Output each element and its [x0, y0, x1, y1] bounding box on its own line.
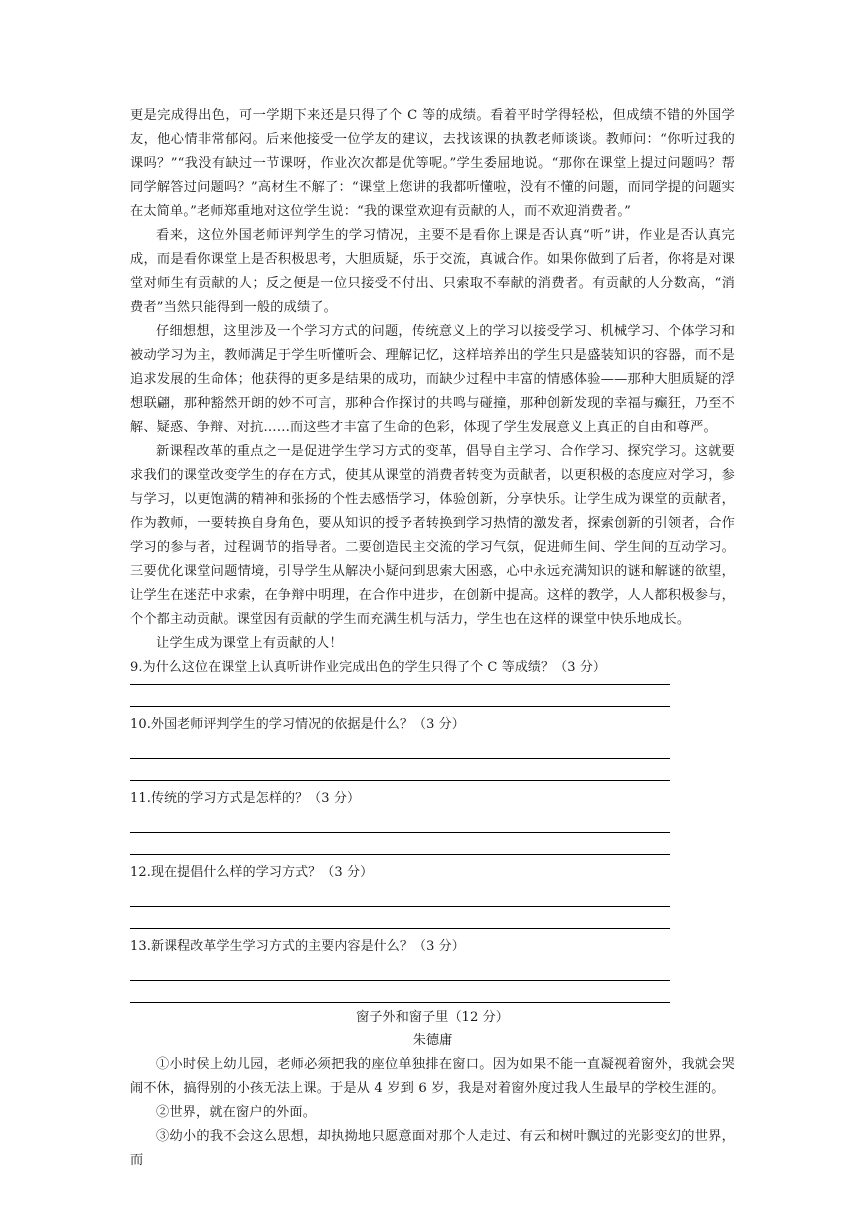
article-paragraph-1: ①小时侯上幼儿园，老师必须把我的座位单独排在窗口。因为如果不能一直凝视着窗外，我就会哭闹不休，搞得别的小孩无法上课。于是从 4 岁到 6 岁，我是对着窗外度过我人生最早的学校生涯的。	[130, 1057, 735, 1096]
question-13	[130, 935, 735, 1003]
question-list	[130, 656, 735, 1003]
reading-passage	[130, 104, 735, 656]
answer-line[interactable]	[130, 758, 670, 759]
question-11	[130, 787, 735, 855]
question-10	[130, 713, 735, 781]
article-paragraph-2: ②世界，就在窗户的外面。	[156, 1105, 317, 1120]
answer-line[interactable]	[130, 980, 670, 981]
answer-line[interactable]	[130, 832, 670, 833]
answer-line[interactable]	[130, 854, 670, 855]
passage-paragraph-1: 更是完成得出色，可一学期下来还是只得了个 C 等的成绩。看着平时学得轻松，但成绩不错的外国学友，他心情非常郁闷。后来他接受一位学友的建议，去找该课的执教老师谈谈。教师问：“你听过我的课吗？”“我没有缺过一节课呀，作业次次都是优等呢。”学生委屈地说。“那你在课堂上提过问题吗？帮同学解答过问题吗？”高材生不解了：“课堂上您讲的我都听懂啦，没有不懂的问题，而同学提的问题实在太简单。”老师郑重地对这位学生说：“我的课堂欢迎有贡献的人，而不欢迎消费者。”	[130, 108, 735, 219]
answer-line[interactable]	[130, 780, 670, 781]
question-text: 13.新课程改革学生学习方式的主要内容是什么？（3 分）	[130, 939, 465, 954]
article-author: 朱德庸	[412, 1033, 453, 1048]
passage-closing-line: 让学生成为课堂上有贡献的人！	[156, 636, 343, 651]
article-paragraph-3: ③幼小的我不会这么思想，却执拗地只愿意面对那个人走过、有云和树叶飘过的光影变幻的世界，而	[130, 1129, 735, 1168]
question-text: 10.外国老师评判学生的学习情况的依据是什么？（3 分）	[130, 717, 465, 732]
answer-line[interactable]	[130, 1002, 670, 1003]
question-text: 12.现在提倡什么样的学习方式？（3 分）	[130, 865, 374, 880]
answer-line[interactable]	[130, 906, 670, 907]
question-text: 11.传统的学习方式是怎样的？（3 分）	[130, 791, 361, 806]
question-text: 9.为什么这位在课堂上认真听讲作业完成出色的学生只得了个 C 等成绩？（3 分）	[130, 660, 607, 675]
answer-line[interactable]	[130, 684, 670, 685]
article-title: 窗子外和窗子里（12 分）	[356, 1010, 509, 1025]
answer-line[interactable]	[130, 706, 670, 707]
question-9	[130, 656, 735, 707]
passage-paragraph-4: 新课程改革的重点之一是促进学生学习方式的变革，倡导自主学习、合作学习、探究学习。这就要求我们的课堂改变学生的存在方式，使其从课堂的消费者转变为贡献者，以更积极的态度应对学习，参与学习，以更饱满的精神和张扬的个性去感悟学习，体验创新，分享快乐。让学生成为课堂的贡献者，作为教师，一要转换自身角色，要从知识的授予者转换到学习热情的激发者，探索创新的引领者，合作学习的参与者，过程调节的指导者。二要创造民主交流的学习气氛，促进师生间、学生间的互动学习。三要优化课堂问题情境，引导学生从解决小疑问到思索大困惑，心中永远充满知识的谜和解谜的欲望，让学生在迷茫中求索，在争辩中明理，在合作中进步，在创新中提高。这样的教学，人人都积极参与，个个都主动贡献。课堂因有贡献的学生而充满生机与活力，学生也在这样的课堂中快乐地成长。	[130, 444, 735, 627]
second-article	[130, 1007, 735, 1173]
question-12	[130, 861, 735, 929]
passage-paragraph-2: 看来，这位外国老师评判学生的学习情况，主要不是看你上课是否认真“听”讲，作业是否认真完成，而是看你课堂上是否积极思考，大胆质疑，乐于交流，真诚合作。如果你做到了后者，你将是对课堂对师生有贡献的人；反之便是一位只接受不付出、只索取不奉献的消费者。有贡献的人分数高，“消费者”当然只能得到一般的成绩了。	[130, 228, 735, 315]
answer-line[interactable]	[130, 928, 670, 929]
passage-paragraph-3: 仔细想想，这里涉及一个学习方式的问题，传统意义上的学习以接受学习、机械学习、个体学习和被动学习为主，教师满足于学生听懂听会、理解记忆，这样培养出的学生只是盛装知识的容器，而不是追求发展的生命体；他获得的更多是结果的成功，而缺少过程中丰富的情感体验——那种大胆质疑的浮想联翩，那种豁然开朗的妙不可言，那种合作探讨的共鸣与碰撞，那种创新发现的幸福与癫狂，乃至不解、疑惑、争辩、对抗……而这些才丰富了生命的色彩，体现了学生发展意义上真正的自由和尊严。	[130, 324, 735, 435]
document-page	[130, 104, 735, 1173]
